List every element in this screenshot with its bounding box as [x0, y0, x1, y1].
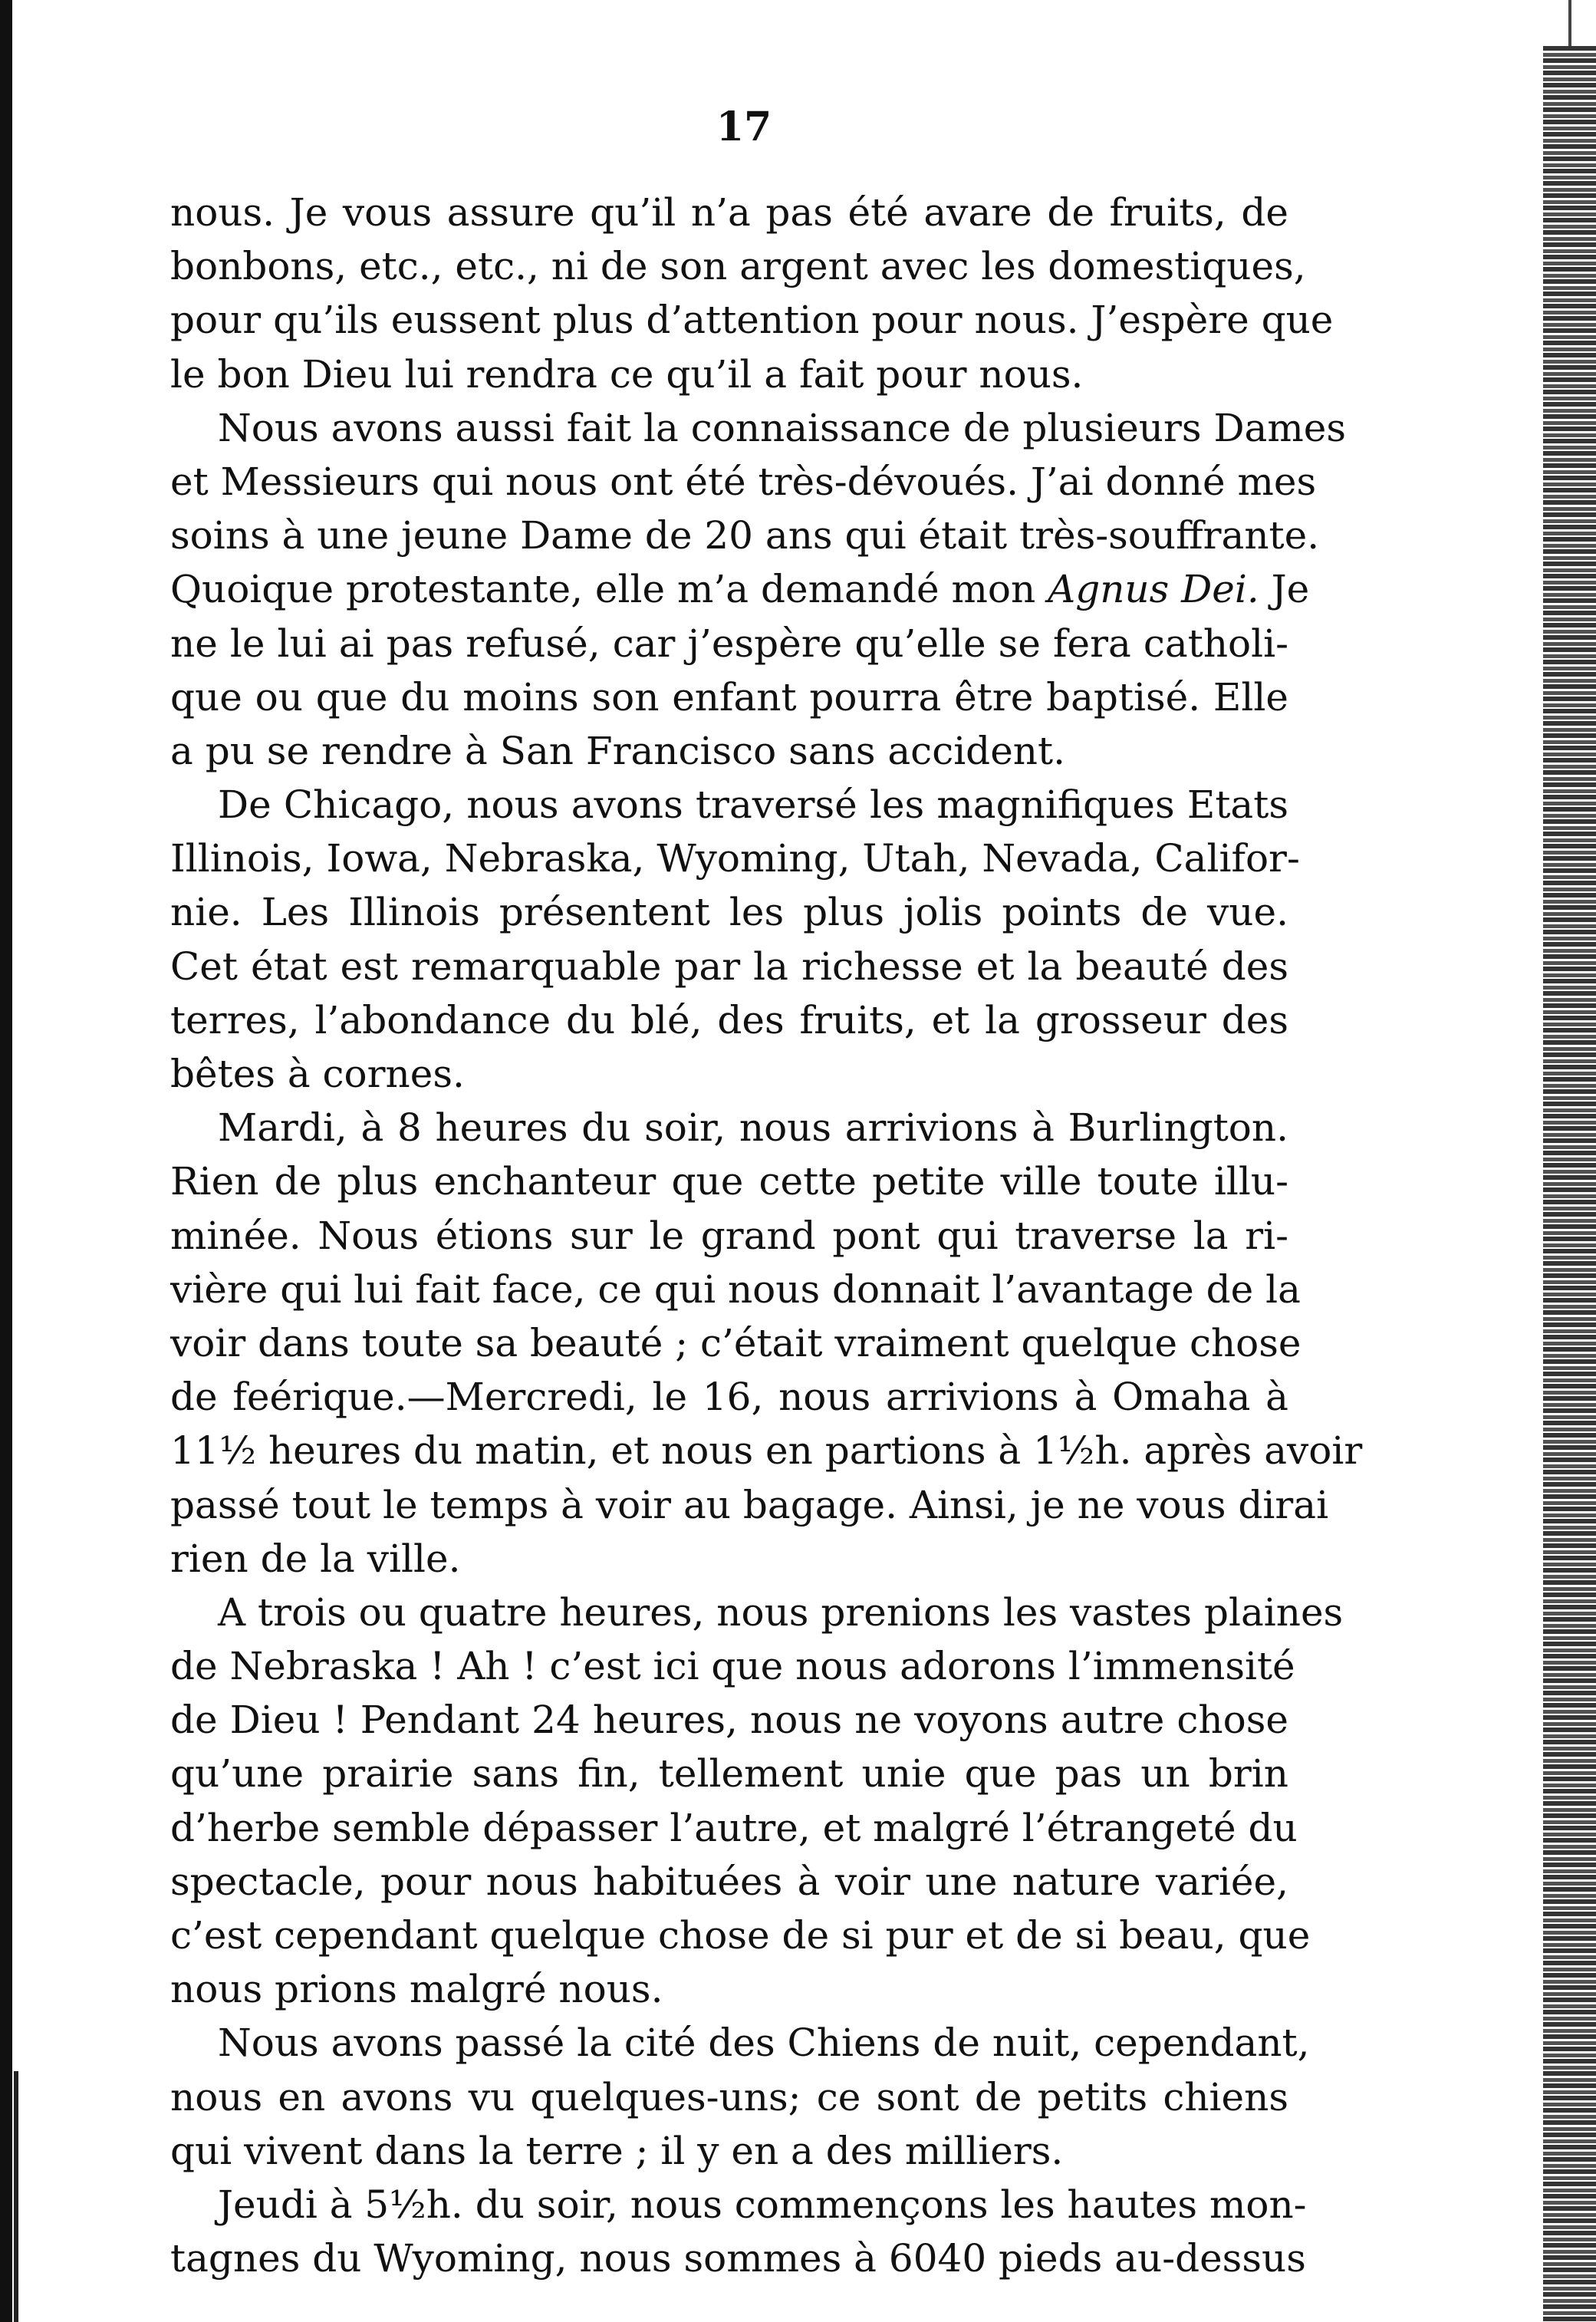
- page-number: 17: [716, 104, 772, 150]
- text-line: de Dieu ! Pendant 24 heures, nous ne voyons autre chose: [170, 1698, 1288, 1743]
- text-line: passé tout le temps à voir au bagage. Ainsi, je ne vous dirai: [170, 1482, 1329, 1527]
- text-line: de feérique.—Mercredi, le 16, nous arrivions à Omaha à: [170, 1375, 1288, 1420]
- text-line: Nous avons passé la cité des Chiens de nuit, cependant,: [218, 2021, 1310, 2066]
- text-line: terres, l’abondance du blé, des fruits, et la grosseur des: [170, 997, 1288, 1042]
- text-line: Illinois, Iowa, Nebraska, Wyoming, Utah, Nevada, Califor-: [170, 836, 1300, 881]
- text-line: et Messieurs qui nous ont été très-dévoués. J’ai donné mes: [170, 459, 1317, 504]
- binding-shadow: [0, 0, 12, 2322]
- text-line: Nous avons aussi fait la connaissance de plusieurs Dames: [218, 405, 1346, 450]
- text-line: De Chicago, nous avons traversé les magnifiques Etats: [218, 782, 1288, 828]
- text-line: qu’une prairie sans fin, tellement unie que pas un brin: [170, 1751, 1288, 1797]
- text-line: c’est cependant quelque chose de si pur et de si beau, que: [170, 1913, 1311, 1958]
- text-line: soins à une jeune Dame de 20 ans qui était très-souffrante.: [170, 513, 1320, 558]
- text-line: nous en avons vu quelques-uns; ce sont de petits chiens: [170, 2074, 1288, 2119]
- text-line: vière qui lui fait face, ce qui nous donnait l’avantage de la: [170, 1266, 1301, 1312]
- text-line: spectacle, pour nous habituées à voir une nature variée,: [170, 1859, 1288, 1904]
- text-line: A trois ou quatre heures, nous prenions les vastes plaines: [218, 1589, 1344, 1635]
- text-line: nie. Les Illinois présentent les plus jolis points de vue.: [170, 890, 1288, 935]
- page-edge-shadow: [1543, 46, 1596, 2322]
- page-edge-mark: [1568, 0, 1571, 46]
- text-line: tagnes du Wyoming, nous sommes à 6040 pieds au-dessus: [170, 2236, 1306, 2281]
- text-line: bonbons, etc., etc., ni de son argent avec les domestiques,: [170, 244, 1306, 289]
- text-line: nous. Je vous assure qu’il n’a pas été avare de fruits, de: [170, 190, 1288, 235]
- text-line: Cet état est remarquable par la richesse et la beauté des: [170, 944, 1288, 989]
- text-line: de Nebraska ! Ah ! c’est ici que nous adorons l’immensité: [170, 1644, 1295, 1689]
- binding-shadow-inner: [14, 2071, 18, 2322]
- text-line: Jeudi à 5½h. du soir, nous commençons les hautes mon-: [218, 2182, 1307, 2227]
- text-line: qui vivent dans la terre ; il y en a des milliers.: [170, 2128, 1064, 2173]
- text-line: a pu se rendre à San Francisco sans accident.: [170, 728, 1065, 773]
- text-line: voir dans toute sa beauté ; c’était vraiment quelque chose: [170, 1320, 1301, 1365]
- body-text: [170, 186, 1363, 2285]
- text-line: que ou que du moins son enfant pourra être baptisé. Elle: [170, 674, 1288, 720]
- text-line: d’herbe semble dépasser l’autre, et malgré l’étrangeté du: [170, 1805, 1298, 1850]
- text-line: 11½ heures du matin, et nous en partions à 1½h. après avoir: [170, 1428, 1363, 1474]
- text-line: minée. Nous étions sur le grand pont qui traverse la ri-: [170, 1213, 1288, 1258]
- text-line: rien de la ville.: [170, 1536, 461, 1581]
- text-line: pour qu’ils eussent plus d’attention pour nous. J’espère que: [170, 298, 1334, 343]
- text-line: bêtes à cornes.: [170, 1052, 465, 1096]
- text-line: nous prions malgré nous.: [170, 1967, 663, 2012]
- text-line: Quoique protestante, elle m’a demandé mon Agnus Dei. Je: [170, 567, 1310, 612]
- text-line: ne le lui ai pas refusé, car j’espère qu’elle se fera catholi-: [170, 621, 1288, 666]
- text-line: Mardi, à 8 heures du soir, nous arrivions à Burlington.: [218, 1105, 1288, 1151]
- text-line: Rien de plus enchanteur que cette petite ville toute illu-: [170, 1159, 1288, 1204]
- text-line: le bon Dieu lui rendra ce qu’il a fait pour nous.: [170, 351, 1084, 397]
